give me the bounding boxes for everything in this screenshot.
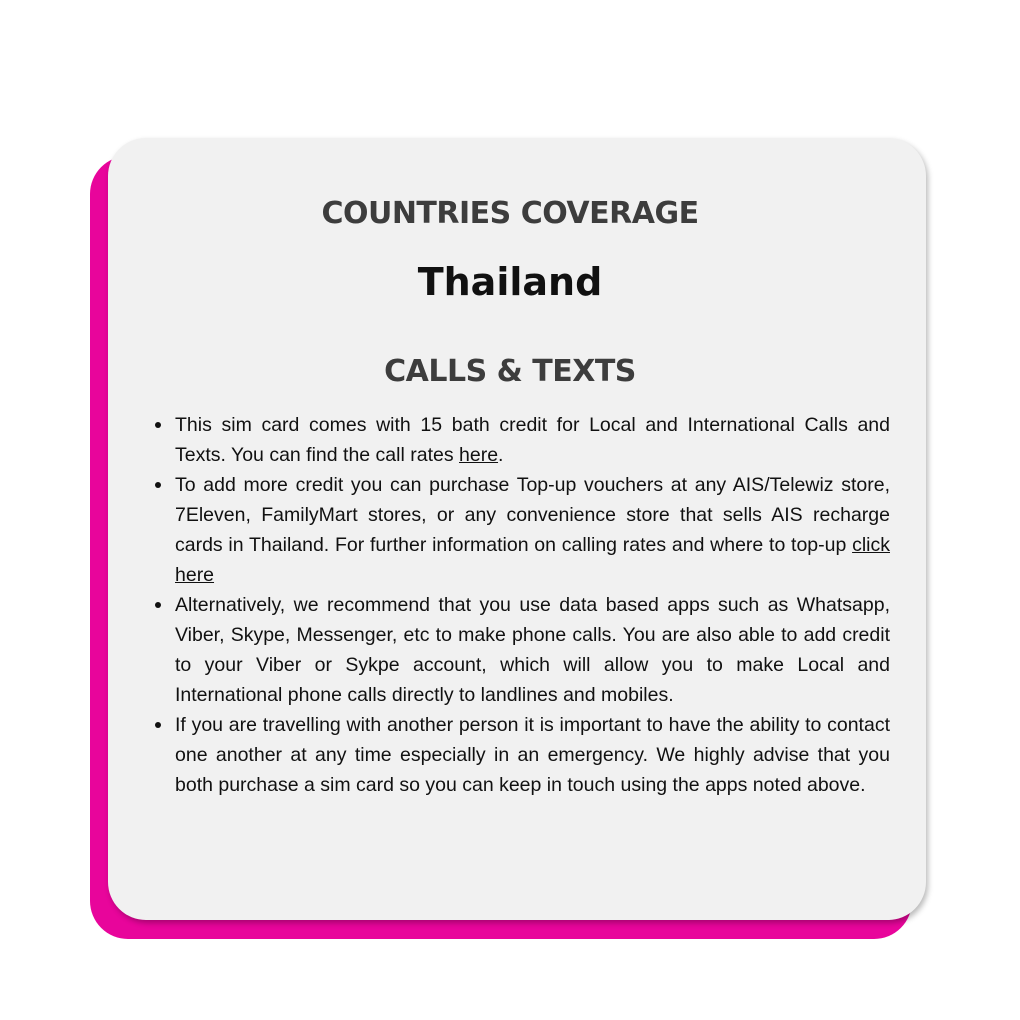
list-item bbox=[175, 590, 890, 710]
bullet-icon bbox=[155, 722, 161, 728]
list-item-suffix: . bbox=[498, 444, 504, 466]
list-item-text: This sim card comes with 15 bath credit for Local and International Calls and Texts. You can find the call rates bbox=[175, 414, 890, 466]
coverage-heading: COUNTRIES COVERAGE bbox=[321, 196, 699, 231]
country-name: Thailand bbox=[417, 260, 603, 304]
list-item bbox=[175, 410, 890, 470]
bullet-icon bbox=[155, 602, 161, 608]
bullet-icon bbox=[155, 422, 161, 428]
list-item-text: To add more credit you can purchase Top-up vouchers at any AIS/Telewiz store, 7Eleven, FamilyMart stores, or any convenience store that sells AIS recharge cards in Thailand. For further information on calling rates and where to top-up bbox=[175, 474, 890, 556]
list-item bbox=[175, 470, 890, 590]
list-item bbox=[175, 710, 890, 800]
top-up-link[interactable]: click here bbox=[175, 534, 890, 586]
list-item-text: If you are travelling with another person it is important to have the ability to contact one another at any time especially in an emergency. We highly advise that you both purchase a sim card so you can keep in touch using the apps noted above. bbox=[175, 714, 890, 796]
bullet-icon bbox=[155, 482, 161, 488]
calls-texts-heading: CALLS & TEXTS bbox=[384, 354, 636, 389]
info-list bbox=[175, 410, 890, 800]
call-rates-link[interactable]: here bbox=[459, 444, 499, 466]
list-item-text: Alternatively, we recommend that you use data based apps such as Whatsapp, Viber, Skype, Messenger, etc to make phone calls. You are also able to add credit to your Viber or Sykpe account, which will allow you to make Local and International phone calls directly to landlines and mobiles. bbox=[175, 594, 890, 706]
